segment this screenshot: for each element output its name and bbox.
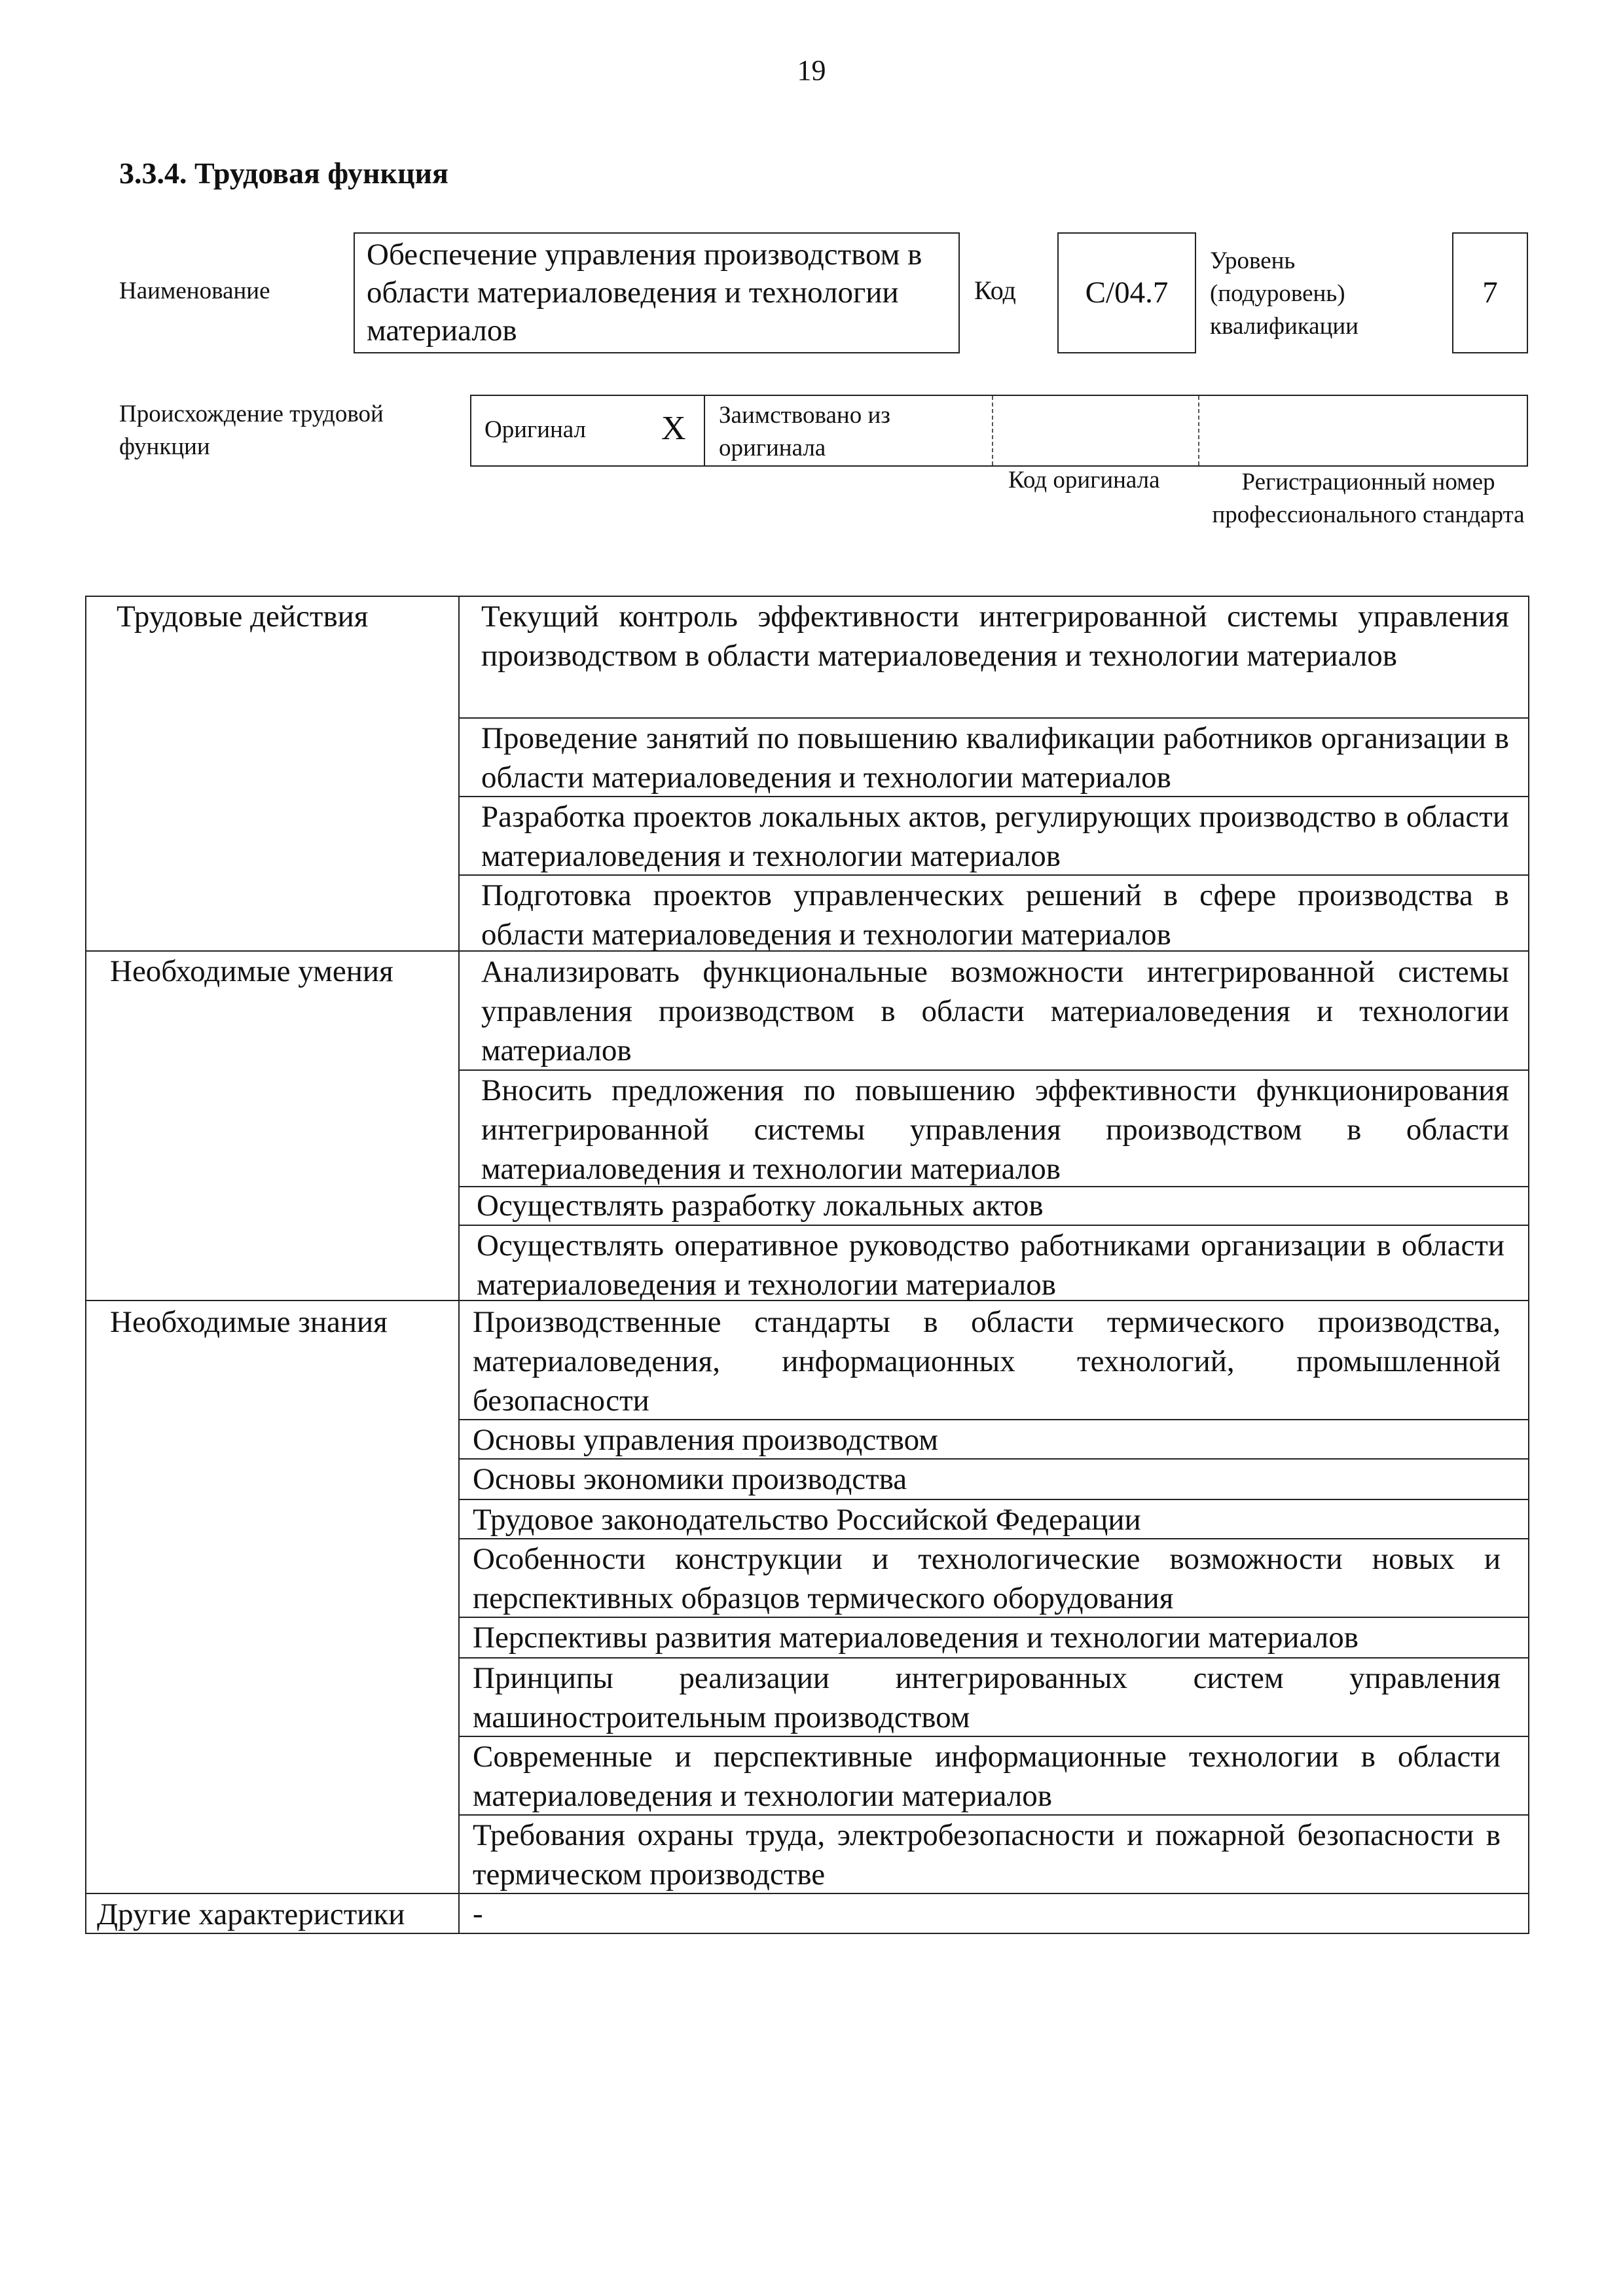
knowledge-item: Современные и перспективные информационные технологии в области материаловедения и технологии материалов [473,1740,1501,1813]
code-original-label: Код оригинала [1008,467,1160,493]
category-knowledge: Необходимые знания [110,1305,388,1339]
origin-divider-3 [1198,396,1199,465]
action-item: Разработка проектов локальных актов, регулирующих производство в области материаловедения и технологии материалов [481,800,1509,873]
level-label-line-1: Уровень [1210,247,1296,274]
level-label [1210,245,1359,343]
level-label-line-3: квалификации [1210,313,1359,340]
original-label: Оригинал [484,416,587,443]
skill-item: Осуществлять разработку локальных актов [477,1189,1044,1223]
category-skills: Необходимые умения [110,954,393,988]
origin-box [470,395,1528,467]
category-actions: Трудовые действия [117,600,369,634]
knowledge-item: Особенности конструкции и технологические возможности новых и перспективных образцов термического оборудования [473,1542,1501,1615]
other-value: - [473,1897,483,1931]
section-title: 3.3.4. Трудовая функция [119,156,448,190]
origin-label: Происхождение трудовой функции [119,401,384,460]
action-item: Текущий контроль эффективности интегрированной системы управления производством в области материаловедения и технологии материалов [481,600,1509,673]
origin-divider-2 [992,396,993,465]
knowledge-item: Трудовое законодательство Российской Федерации [473,1503,1141,1537]
knowledge-item: Основы управления производством [473,1423,938,1457]
knowledge-item: Принципы реализации интегрированных систем управления машиностроительным производством [473,1661,1501,1734]
name-label: Наименование [119,278,270,304]
level-label-line-2: (подуровень) [1210,280,1345,307]
knowledge-item: Производственные стандарты в области термического производства, материаловедения, информационных технологий, промышленной безопасности [473,1305,1501,1418]
borrowed-label: Заимствовано из оригинала [719,402,890,461]
skill-item: Анализировать функциональные возможности интегрированной системы управления производством в области материаловедения и технологии материалов [481,955,1509,1067]
skill-item: Осуществлять оперативное руководство работниками организации в области материаловедения и технологии материалов [477,1229,1504,1302]
original-mark: X [661,410,686,447]
category-other: Другие характеристики [97,1897,405,1931]
code-value: C/04.7 [1085,276,1169,310]
code-label: Код [974,276,1016,305]
level-value: 7 [1482,276,1498,310]
function-name: Обеспечение управления производством в области материаловедения и технологии материалов [367,238,922,348]
knowledge-item: Перспективы развития материаловедения и технологии материалов [473,1621,1359,1655]
action-item: Проведение занятий по повышению квалификации работников организации в области материаловедения и технологии материалов [481,721,1509,795]
origin-divider-1 [704,395,705,467]
action-item: Подготовка проектов управленческих решений в сфере производства в области материаловедения и технологии материалов [481,878,1509,952]
page-number: 19 [797,54,826,86]
reg-number-label: Регистрационный номер профессионального стандарта [1212,469,1525,528]
skill-item: Вносить предложения по повышению эффективности функционирования интегрированной системы управления производством в области материаловедения и технологии материалов [481,1073,1509,1186]
knowledge-item: Требования охраны труда, электробезопасности и пожарной безопасности в термическом производстве [473,1818,1501,1892]
knowledge-item: Основы экономики производства [473,1462,907,1496]
